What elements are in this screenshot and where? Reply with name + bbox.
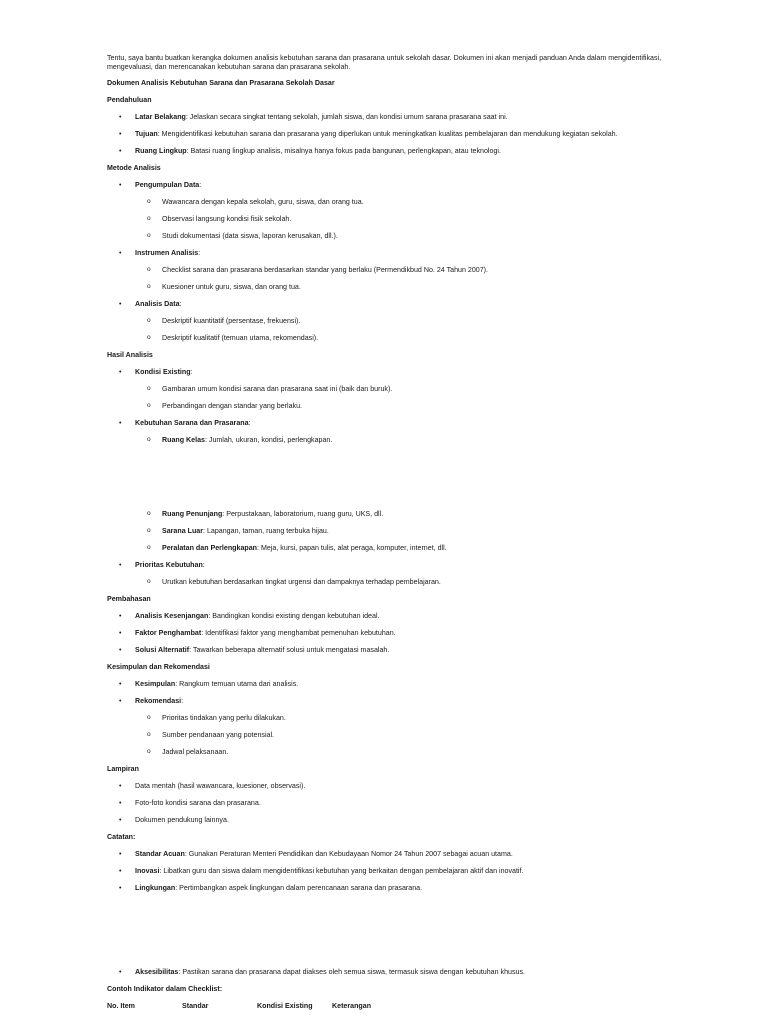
sub-list-item (107, 510, 667, 519)
item-term: Kesimpulan (135, 680, 176, 688)
sub-list-item (107, 436, 667, 445)
table-header-cell: Keterangan (332, 1002, 372, 1010)
pembahasan-list (107, 612, 667, 655)
item-term: Rekomendasi (135, 697, 182, 705)
section-heading-metode: Metode Analisis (107, 164, 161, 172)
item-text: : Pastikan sarana dan prasarana dapat diakses oleh semua siswa, termasuk siswa dengan kebutuhan khusus. (178, 968, 525, 976)
list-item (107, 147, 667, 156)
item-term: Instrumen Analisis (135, 249, 199, 257)
pendahuluan-list (107, 113, 667, 156)
section-heading-lampiran: Lampiran (107, 765, 139, 773)
list-item (107, 968, 667, 977)
sub-list-item (107, 544, 667, 553)
list-item: • Foto-foto kondisi sarana dan prasarana. (107, 799, 667, 808)
item-term: Inovasi (135, 867, 160, 875)
list-item (107, 181, 667, 190)
item-text: : Libatkan guru dan siswa dalam mengidentifikasi kebutuhan yang berkaitan dengan pembelajaran aktif dan inovatif. (159, 867, 524, 875)
item-text: : (181, 697, 184, 705)
item-term: Tujuan (135, 130, 158, 138)
item-text: : Jumlah, ukuran, kondisi, perlengkapan. (204, 436, 333, 444)
item-term: Ruang Kelas (162, 436, 205, 444)
item-term: Kondisi Existing (135, 368, 191, 376)
sub-list-item: o Sumber pendanaan yang potensial. (107, 731, 667, 740)
catatan-list (107, 850, 667, 893)
item-term: Solusi Alternatif (135, 646, 190, 654)
item-term: Aksesibilitas (135, 968, 179, 976)
list-item (107, 612, 667, 621)
checklist-heading: Contoh Indikator dalam Checklist: (107, 985, 223, 993)
item-term: Ruang Lingkup (135, 147, 187, 155)
item-text: : Jelaskan secara singkat tentang sekolah, jumlah siswa, dan kondisi umum sarana prasarana saat ini. (185, 113, 508, 121)
item-term: Latar Belakang (135, 113, 186, 121)
item-text: : (199, 181, 202, 189)
item-term: Analisis Data (135, 300, 180, 308)
item-text: : Meja, kursi, papan tulis, alat peraga, komputer, internet, dll. (257, 544, 447, 552)
item-term: Ruang Penunjang (162, 510, 223, 518)
checklist-table-header (107, 1002, 667, 1011)
intro-paragraph: Tentu, saya bantu buatkan kerangka dokumen analisis kebutuhan sarana dan prasarana untuk sekolah dasar. Dokumen ini akan menjadi panduan Anda dalam mengidentifikasi, mengevaluasi, dan merencanakan kebutuhan sarana dan prasarana sekolah. (107, 54, 662, 71)
list-item (107, 300, 667, 309)
item-term: Kebutuhan Sarana dan Prasarana (135, 419, 249, 427)
sub-list-item: o Gambaran umum kondisi sarana dan prasarana saat ini (baik dan buruk). (107, 385, 667, 394)
list-item (107, 113, 667, 122)
item-text: : Pertimbangkan aspek lingkungan dalam perencanaan sarana dan prasarana. (175, 884, 423, 892)
item-text: : Rangkum temuan utama dari analisis. (175, 680, 299, 688)
hasil-list-continued (107, 510, 667, 587)
list-item: • Data mentah (hasil wawancara, kuesioner, observasi). (107, 782, 667, 791)
item-text: : (179, 300, 182, 308)
item-term: Standar Acuan (135, 850, 185, 858)
page-gap (107, 901, 667, 968)
item-term: Faktor Penghambat (135, 629, 202, 637)
sub-list-item: o Jadwal pelaksanaan. (107, 748, 667, 757)
item-text: : Mengidentifikasi kebutuhan sarana dan prasarana yang diperlukan untuk meningkatkan kualitas pembelajaran dan mendukung kegiatan sekolah. (157, 130, 618, 138)
list-item (107, 697, 667, 706)
item-term: Lingkungan (135, 884, 176, 892)
item-text: : Lapangan, taman, ruang terbuka hijau. (203, 527, 329, 535)
item-text: : (198, 249, 201, 257)
item-text: : Gunakan Peraturan Menteri Pendidikan dan Kebudayaan Nomor 24 Tahun 2007 sebagai acuan utama. (184, 850, 513, 858)
item-text: : (202, 561, 205, 569)
lampiran-list (107, 782, 667, 825)
item-text: : (190, 368, 193, 376)
item-term: Prioritas Kebutuhan (135, 561, 203, 569)
item-term: Sarana Luar (162, 527, 204, 535)
sub-list-item: o Urutkan kebutuhan berdasarkan tingkat urgensi dan dampaknya terhadap pembelajaran. (107, 578, 667, 587)
item-term: Pengumpulan Data (135, 181, 200, 189)
item-text: : Perpustakaan, laboratorium, ruang guru, UKS, dll. (222, 510, 384, 518)
list-item (107, 368, 667, 377)
section-heading-hasil: Hasil Analisis (107, 351, 153, 359)
kesimpulan-list (107, 680, 667, 757)
sub-list-item: o Perbandingan dengan standar yang berlaku. (107, 402, 667, 411)
sub-list-item: o Deskriptif kuantitatif (persentase, frekuensi). (107, 317, 667, 326)
list-item (107, 629, 667, 638)
hasil-list (107, 368, 667, 445)
metode-list (107, 181, 667, 343)
item-text: : Bandingkan kondisi existing dengan kebutuhan ideal. (208, 612, 380, 620)
catatan-list-continued (107, 968, 667, 977)
list-item (107, 561, 667, 570)
list-item (107, 884, 667, 893)
item-text: : Tawarkan beberapa alternatif solusi untuk mengatasi masalah. (189, 646, 390, 654)
document-page (107, 54, 667, 1011)
list-item (107, 419, 667, 428)
list-item (107, 867, 667, 876)
section-heading-catatan: Catatan: (107, 833, 136, 841)
sub-list-item: o Wawancara dengan kepala sekolah, guru, siswa, dan orang tua. (107, 198, 667, 207)
list-item (107, 850, 667, 859)
sub-list-item (107, 527, 667, 536)
table-header-cell: Kondisi Existing (257, 1002, 313, 1010)
section-heading-pendahuluan: Pendahuluan (107, 96, 152, 104)
table-header-cell: No. Item (107, 1002, 135, 1010)
sub-list-item: o Kuesioner untuk guru, siswa, dan orang tua. (107, 283, 667, 292)
sub-list-item: o Deskriptif kualitatif (temuan utama, rekomendasi). (107, 334, 667, 343)
document-title: Dokumen Analisis Kebutuhan Sarana dan Prasarana Sekolah Dasar (107, 79, 335, 87)
section-heading-kesimpulan: Kesimpulan dan Rekomendasi (107, 663, 210, 671)
page-gap (107, 453, 667, 510)
item-text: : Identifikasi faktor yang menghambat pemenuhan kebutuhan. (201, 629, 396, 637)
list-item: • Dokumen pendukung lainnya. (107, 816, 667, 825)
list-item (107, 646, 667, 655)
sub-list-item: o Studi dokumentasi (data siswa, laporan kerusakan, dll.). (107, 232, 667, 241)
item-term: Analisis Kesenjangan (135, 612, 209, 620)
list-item (107, 249, 667, 258)
section-heading-pembahasan: Pembahasan (107, 595, 151, 603)
list-item (107, 680, 667, 689)
item-term: Peralatan dan Perlengkapan (162, 544, 258, 552)
item-text: : Batasi ruang lingkup analisis, misalnya hanya fokus pada bangunan, perlengkapan, atau teknologi. (186, 147, 501, 155)
list-item (107, 130, 667, 139)
item-text: : (248, 419, 251, 427)
sub-list-item: o Prioritas tindakan yang perlu dilakukan. (107, 714, 667, 723)
table-header-cell: Standar (182, 1002, 209, 1010)
sub-list-item: o Observasi langsung kondisi fisik sekolah. (107, 215, 667, 224)
sub-list-item: o Checklist sarana dan prasarana berdasarkan standar yang berlaku (Permendikbud No. 24 Tahun 2007). (107, 266, 667, 275)
